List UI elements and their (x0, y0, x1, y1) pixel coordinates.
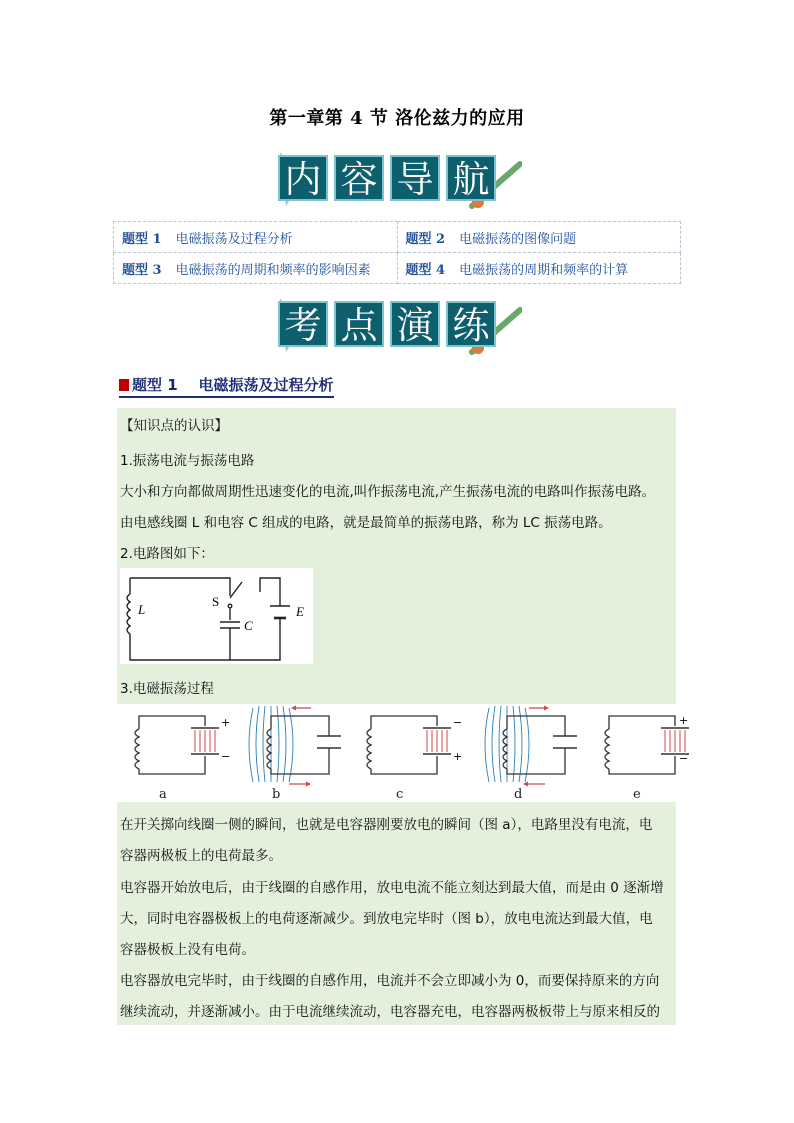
banner-char: 容 (334, 155, 384, 201)
nav-item-num: 题型 3 (122, 262, 162, 278)
svg-text:+: + (679, 714, 689, 727)
banner-content-nav (272, 150, 522, 212)
stage-label-c: c (396, 787, 404, 802)
stage-label-a: a (159, 787, 167, 802)
knowledge-subtitle: 2.电路图如下： (120, 546, 214, 562)
stage-a-diagram (135, 716, 230, 774)
knowledge-text: 容器两极板上的电荷最多。 (120, 848, 282, 864)
label-S: S (212, 594, 220, 609)
nav-item-type-4[interactable] (397, 253, 681, 284)
section-title-text: 题型 1 电磁振荡及过程分析 (132, 376, 334, 394)
circuit-diagram (120, 568, 313, 664)
section-title (119, 374, 334, 398)
knowledge-text: 电容器放电完毕时，由于线圈的自感作用，电流并不会立即减小为 0，而要保持原来的方向 (120, 973, 660, 989)
svg-text:+: + (221, 716, 231, 729)
knowledge-text: 大小和方向都做周期性迅速变化的电流,叫作振荡电流,产生振荡电流的电路叫作振荡电路。 (120, 484, 656, 500)
lc-circuit-diagram (120, 568, 313, 664)
nav-item-num: 题型 4 (405, 262, 446, 278)
knowledge-box (117, 408, 689, 1025)
content-nav-table (113, 221, 681, 284)
nav-item-num: 题型 1 (122, 231, 162, 247)
nav-item-num: 题型 2 (405, 231, 446, 247)
svg-text:−: − (679, 752, 689, 765)
banner-char: 考 (278, 301, 328, 347)
nav-item-label: 电磁振荡的周期和频率的影响因素 (175, 262, 371, 278)
nav-item-type-1[interactable] (114, 222, 398, 253)
label-L: L (138, 602, 146, 617)
banner-char: 内 (278, 155, 328, 201)
banner-char: 航 (446, 155, 496, 201)
knowledge-text: 电容器开始放电后，由于线圈的自感作用，放电电流不能立刻达到最大值，而是由 0 逐渐增 (120, 880, 664, 896)
stage-e-diagram (605, 714, 689, 774)
stage-b-diagram (249, 706, 341, 787)
svg-text:−: − (453, 716, 463, 729)
knowledge-text: 由电感线圈 L 和电容 C 组成的电路，就是最简单的振荡电路，称为 LC 振荡电路。 (120, 515, 612, 531)
banner-char: 导 (390, 155, 440, 201)
nav-item-type-3[interactable] (114, 253, 398, 284)
section-marker-icon (119, 379, 129, 391)
page-title: 第一章第 4 节 洛伦兹力的应用 (269, 108, 525, 129)
nav-item-label: 电磁振荡及过程分析 (175, 231, 293, 247)
knowledge-text: 容器极板上没有电荷。 (120, 942, 255, 958)
label-E: E (296, 604, 304, 619)
banner-practice (272, 296, 522, 358)
label-C: C (244, 618, 253, 633)
knowledge-text: 在开关掷向线圈一侧的瞬间，也就是电容器刚要放电的瞬间（图 a），电路里没有电流，电 (120, 817, 653, 833)
stage-label-e: e (633, 787, 641, 802)
svg-text:−: − (221, 750, 231, 763)
knowledge-subtitle: 3.电磁振荡过程 (120, 681, 214, 697)
knowledge-header: 【知识点的认识】 (120, 418, 228, 434)
oscillation-stages-diagram (117, 704, 689, 802)
nav-item-label: 电磁振荡的周期和频率的计算 (459, 262, 629, 278)
banner-char: 练 (446, 301, 496, 347)
stage-label-d: d (514, 787, 523, 802)
stage-label-b: b (272, 787, 281, 802)
nav-item-label: 电磁振荡的图像问题 (459, 231, 577, 247)
banner-char: 点 (334, 301, 384, 347)
stage-d-diagram (485, 706, 577, 787)
stage-c-diagram (367, 716, 462, 774)
svg-text:+: + (453, 750, 463, 763)
knowledge-text: 大，同时电容器极板上的电荷逐渐减少。到放电完毕时（图 b），放电电流达到最大值，电 (120, 911, 653, 927)
oscillation-process-diagram (117, 704, 689, 802)
knowledge-text: 继续流动，并逐渐减小。由于电流继续流动，电容器充电，电容器两极板带上与原来相反的 (120, 1004, 660, 1020)
banner-char: 演 (390, 301, 440, 347)
knowledge-subtitle: 1.振荡电流与振荡电路 (120, 453, 255, 469)
nav-item-type-2[interactable] (397, 222, 681, 253)
